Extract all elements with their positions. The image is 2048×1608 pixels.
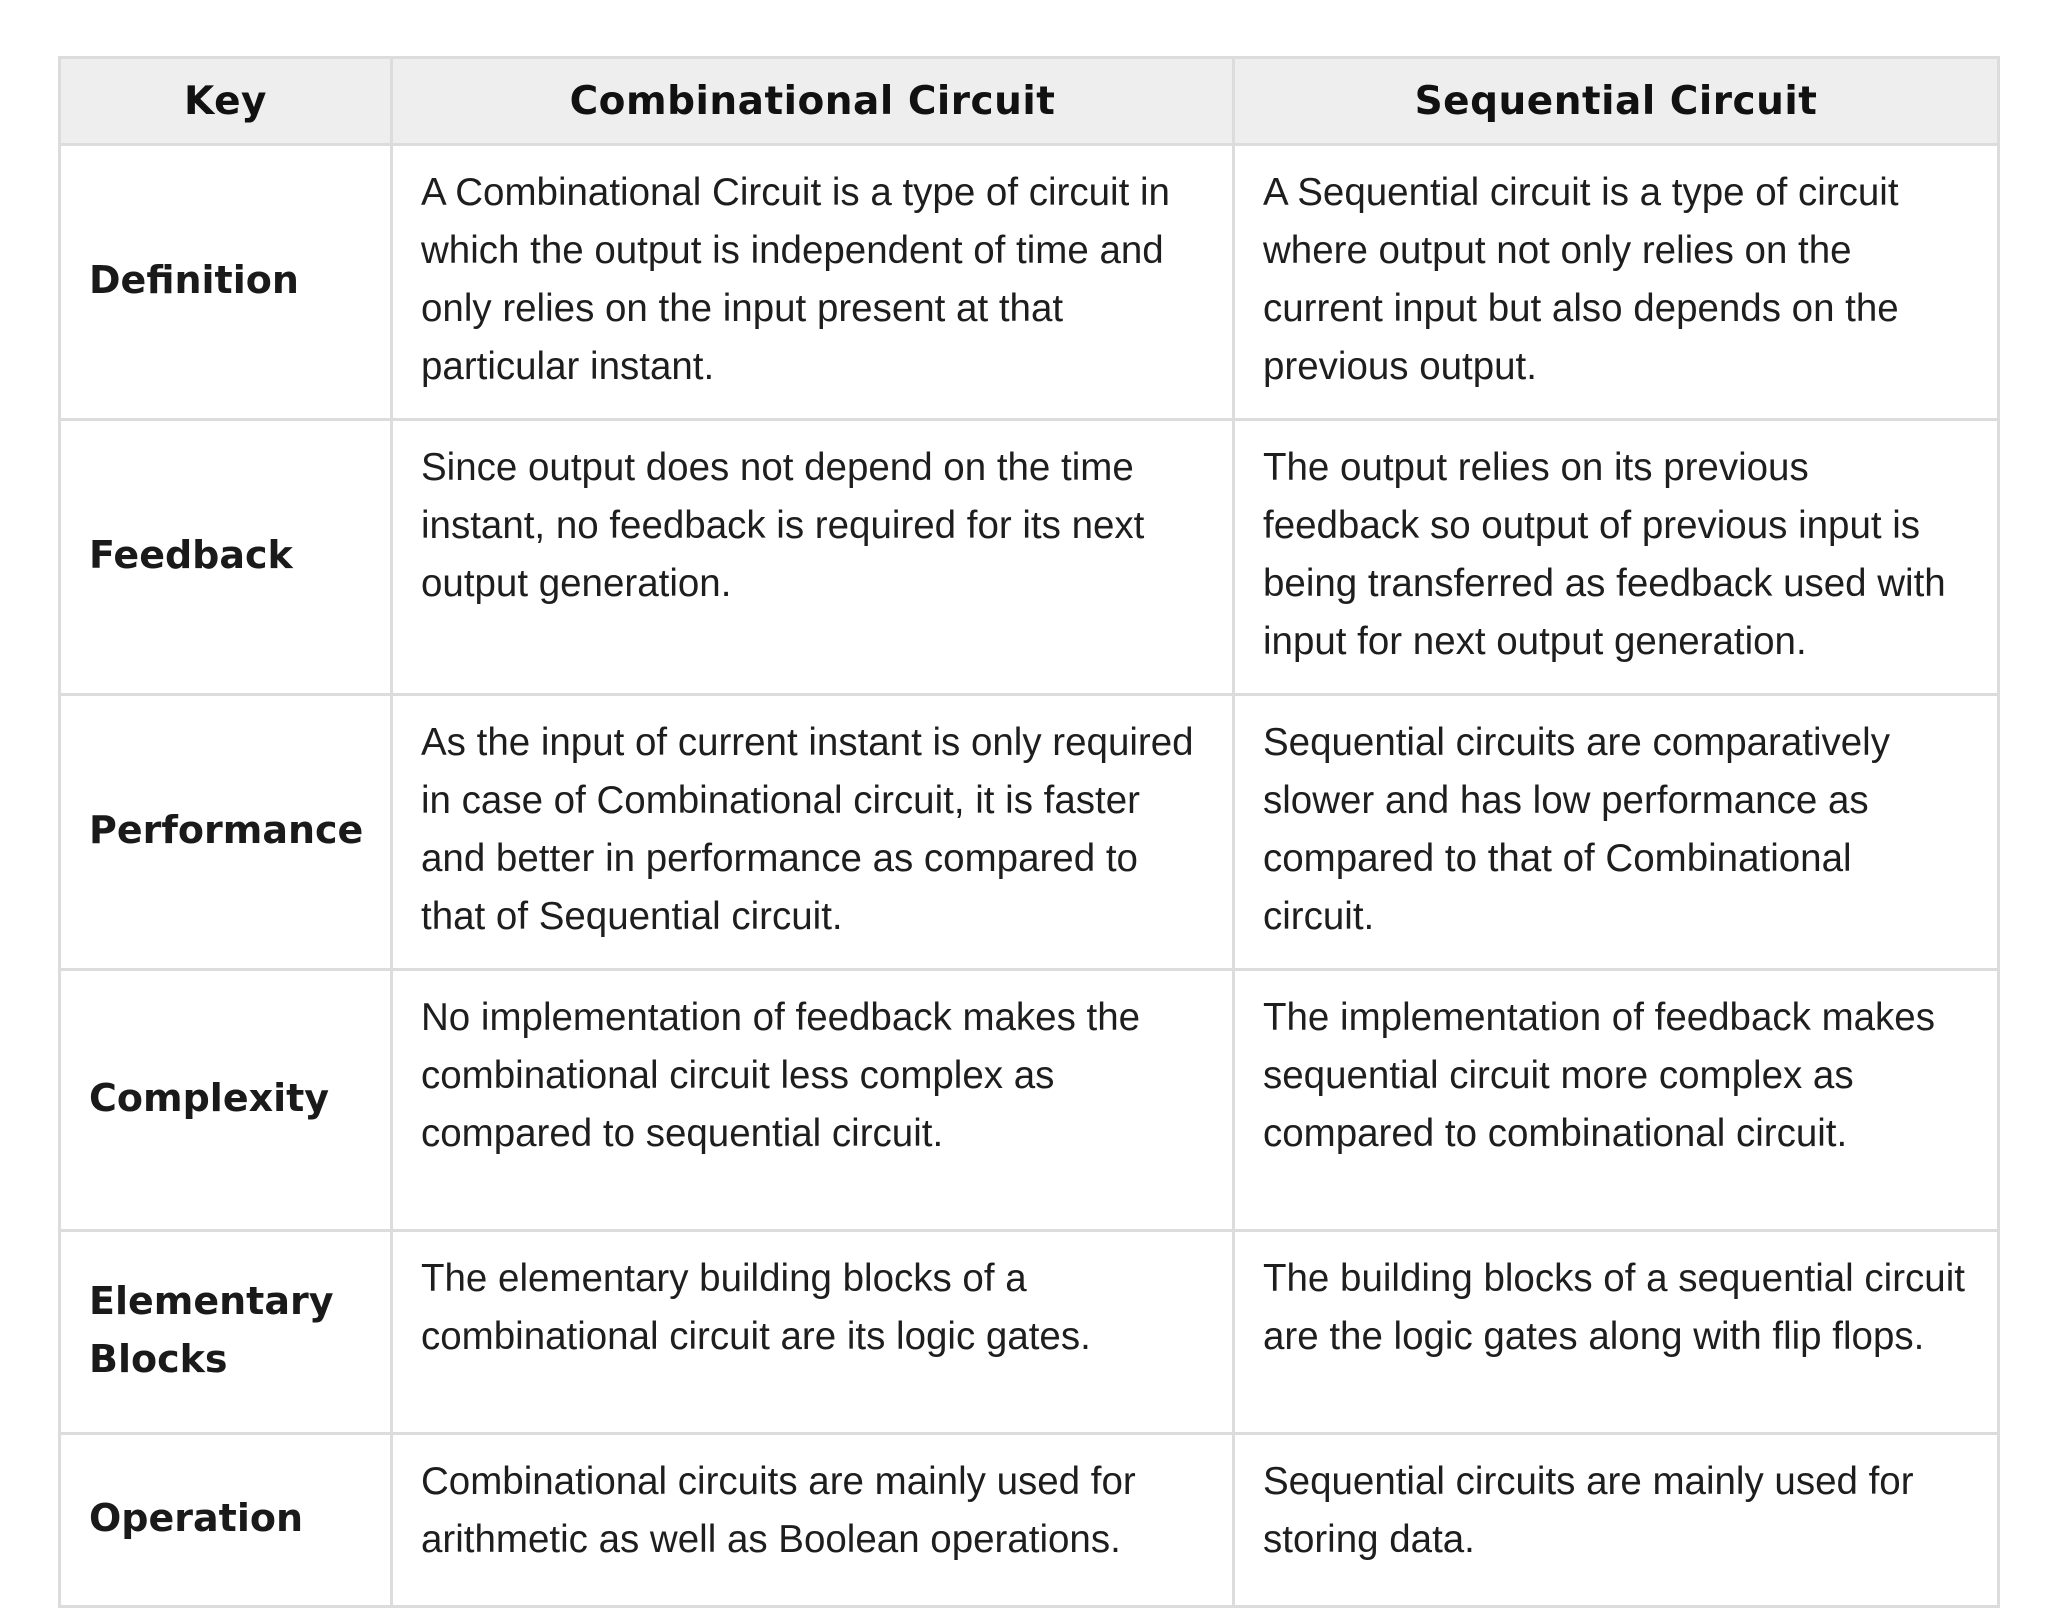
row-key-elementary-blocks: Elementary Blocks — [60, 1231, 392, 1434]
row-key-performance: Performance — [60, 695, 392, 970]
table-body — [60, 145, 1999, 1607]
row-key-operation: Operation — [60, 1434, 392, 1607]
row-key-definition: Definition — [60, 145, 392, 420]
row-key-complexity: Complexity — [60, 970, 392, 1231]
cell-combinational-elementary-blocks: The elementary building blocks of a combinational circuit are its logic gates. — [392, 1231, 1234, 1434]
row-key-feedback: Feedback — [60, 420, 392, 695]
header-combinational-circuit: Combinational Circuit — [392, 58, 1234, 145]
cell-combinational-operation: Combinational circuits are mainly used for arithmetic as well as Boolean operations. — [392, 1434, 1234, 1607]
cell-sequential-complexity: The implementation of feedback makes sequential circuit more complex as compared to combinational circuit. — [1234, 970, 1999, 1231]
table-row — [60, 420, 1999, 695]
cell-sequential-performance: Sequential circuits are comparatively slower and has low performance as compared to that of Combinational circuit. — [1234, 695, 1999, 970]
comparison-table — [58, 56, 2000, 1608]
cell-combinational-definition: A Combinational Circuit is a type of circuit in which the output is independent of time and only relies on the input present at that particular instant. — [392, 145, 1234, 420]
table-row — [60, 970, 1999, 1231]
table-header — [60, 58, 1999, 145]
table-row — [60, 1231, 1999, 1434]
cell-sequential-definition: A Sequential circuit is a type of circuit where output not only relies on the current input but also depends on the previous output. — [1234, 145, 1999, 420]
cell-sequential-operation: Sequential circuits are mainly used for storing data. — [1234, 1434, 1999, 1607]
table-row — [60, 695, 1999, 970]
header-key: Key — [60, 58, 392, 145]
cell-sequential-elementary-blocks: The building blocks of a sequential circuit are the logic gates along with flip flops. — [1234, 1231, 1999, 1434]
header-sequential-circuit: Sequential Circuit — [1234, 58, 1999, 145]
cell-combinational-complexity: No implementation of feedback makes the combinational circuit less complex as compared to sequential circuit. — [392, 970, 1234, 1231]
comparison-table-container — [58, 56, 1997, 1608]
cell-combinational-performance: As the input of current instant is only required in case of Combinational circuit, it is faster and better in performance as compared to that of Sequential circuit. — [392, 695, 1234, 970]
cell-sequential-feedback: The output relies on its previous feedback so output of previous input is being transferred as feedback used with input for next output generation. — [1234, 420, 1999, 695]
table-row — [60, 1434, 1999, 1607]
cell-combinational-feedback: Since output does not depend on the time instant, no feedback is required for its next output generation. — [392, 420, 1234, 695]
table-row — [60, 145, 1999, 420]
header-row — [60, 58, 1999, 145]
